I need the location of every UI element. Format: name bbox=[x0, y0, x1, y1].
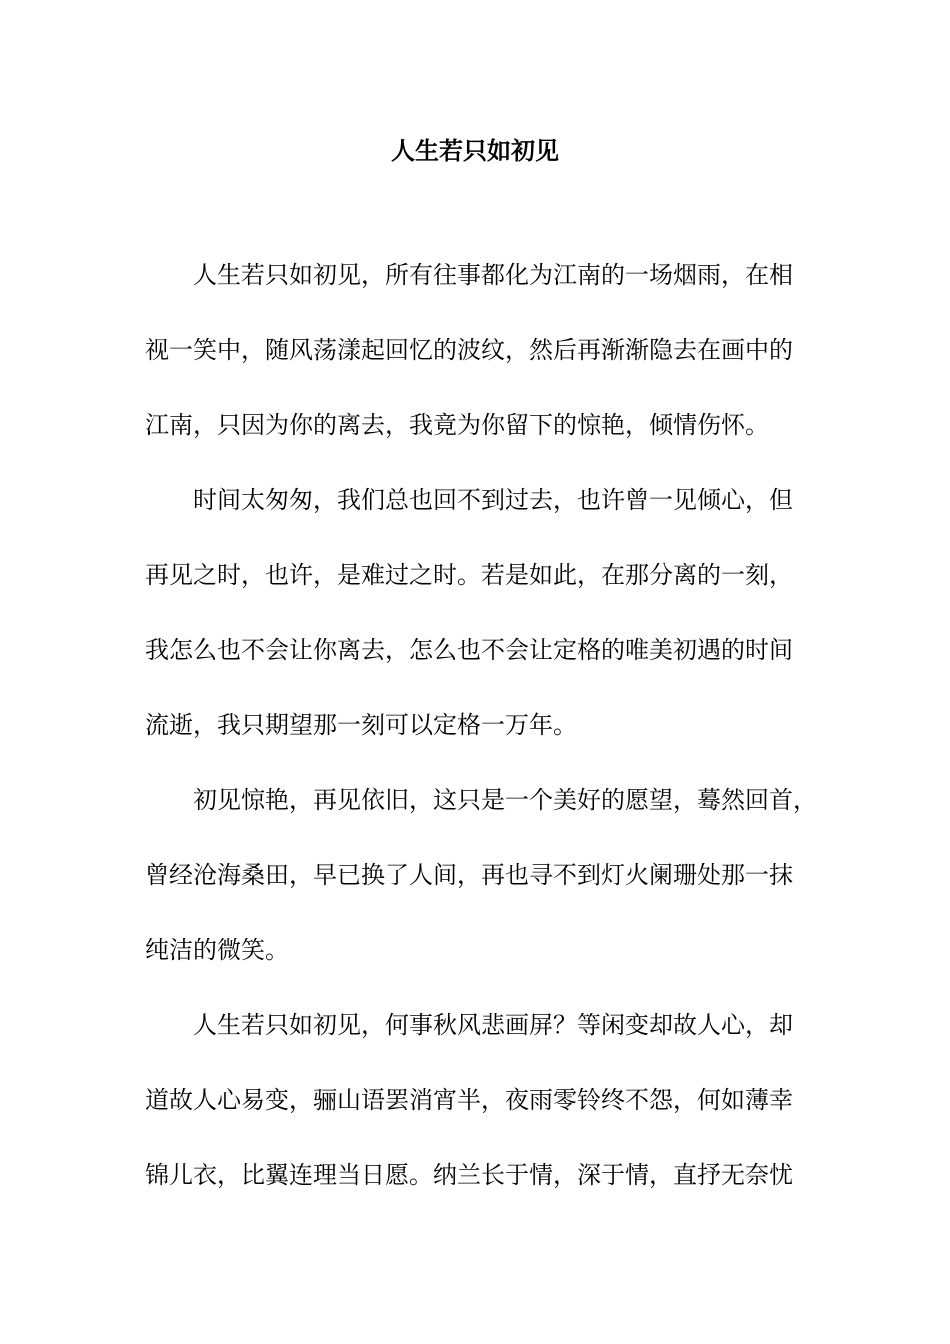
paragraph-2-line-3: 我怎么也不会让你离去，怎么也不会让定格的唯美初遇的时间 bbox=[145, 636, 793, 664]
paragraph-3-line-1: 初见惊艳，再见依旧，这只是一个美好的愿望，蓦然回首， bbox=[193, 786, 817, 814]
paragraph-4-line-3: 锦儿衣，比翼连理当日愿。纳兰长于情，深于情，直抒无奈忧 bbox=[145, 1161, 793, 1189]
document-title: 人生若只如初见 bbox=[391, 136, 559, 165]
paragraph-2-line-1: 时间太匆匆，我们总也回不到过去，也许曾一见倾心，但 bbox=[193, 486, 793, 514]
paragraph-4-line-1: 人生若只如初见，何事秋风悲画屏？等闲变却故人心，却 bbox=[193, 1011, 793, 1039]
paragraph-2-line-2: 再见之时，也许，是难过之时。若是如此，在那分离的一刻， bbox=[145, 561, 793, 589]
paragraph-4-line-2: 道故人心易变，骊山语罢消宵半，夜雨零铃终不怨，何如薄幸 bbox=[145, 1086, 793, 1114]
paragraph-1-line-3: 江南，只因为你的离去，我竟为你留下的惊艳，倾情伤怀。 bbox=[145, 411, 769, 439]
paragraph-2-line-4: 流逝，我只期望那一刻可以定格一万年。 bbox=[145, 711, 577, 739]
paragraph-3-line-2: 曾经沧海桑田，早已换了人间，再也寻不到灯火阑珊处那一抹 bbox=[145, 861, 793, 889]
paragraph-1-line-1: 人生若只如初见，所有往事都化为江南的一场烟雨，在相 bbox=[193, 261, 793, 289]
paragraph-3-line-3: 纯洁的微笑。 bbox=[145, 936, 289, 964]
paragraph-1-line-2: 视一笑中，随风荡漾起回忆的波纹，然后再渐渐隐去在画中的 bbox=[145, 336, 793, 364]
